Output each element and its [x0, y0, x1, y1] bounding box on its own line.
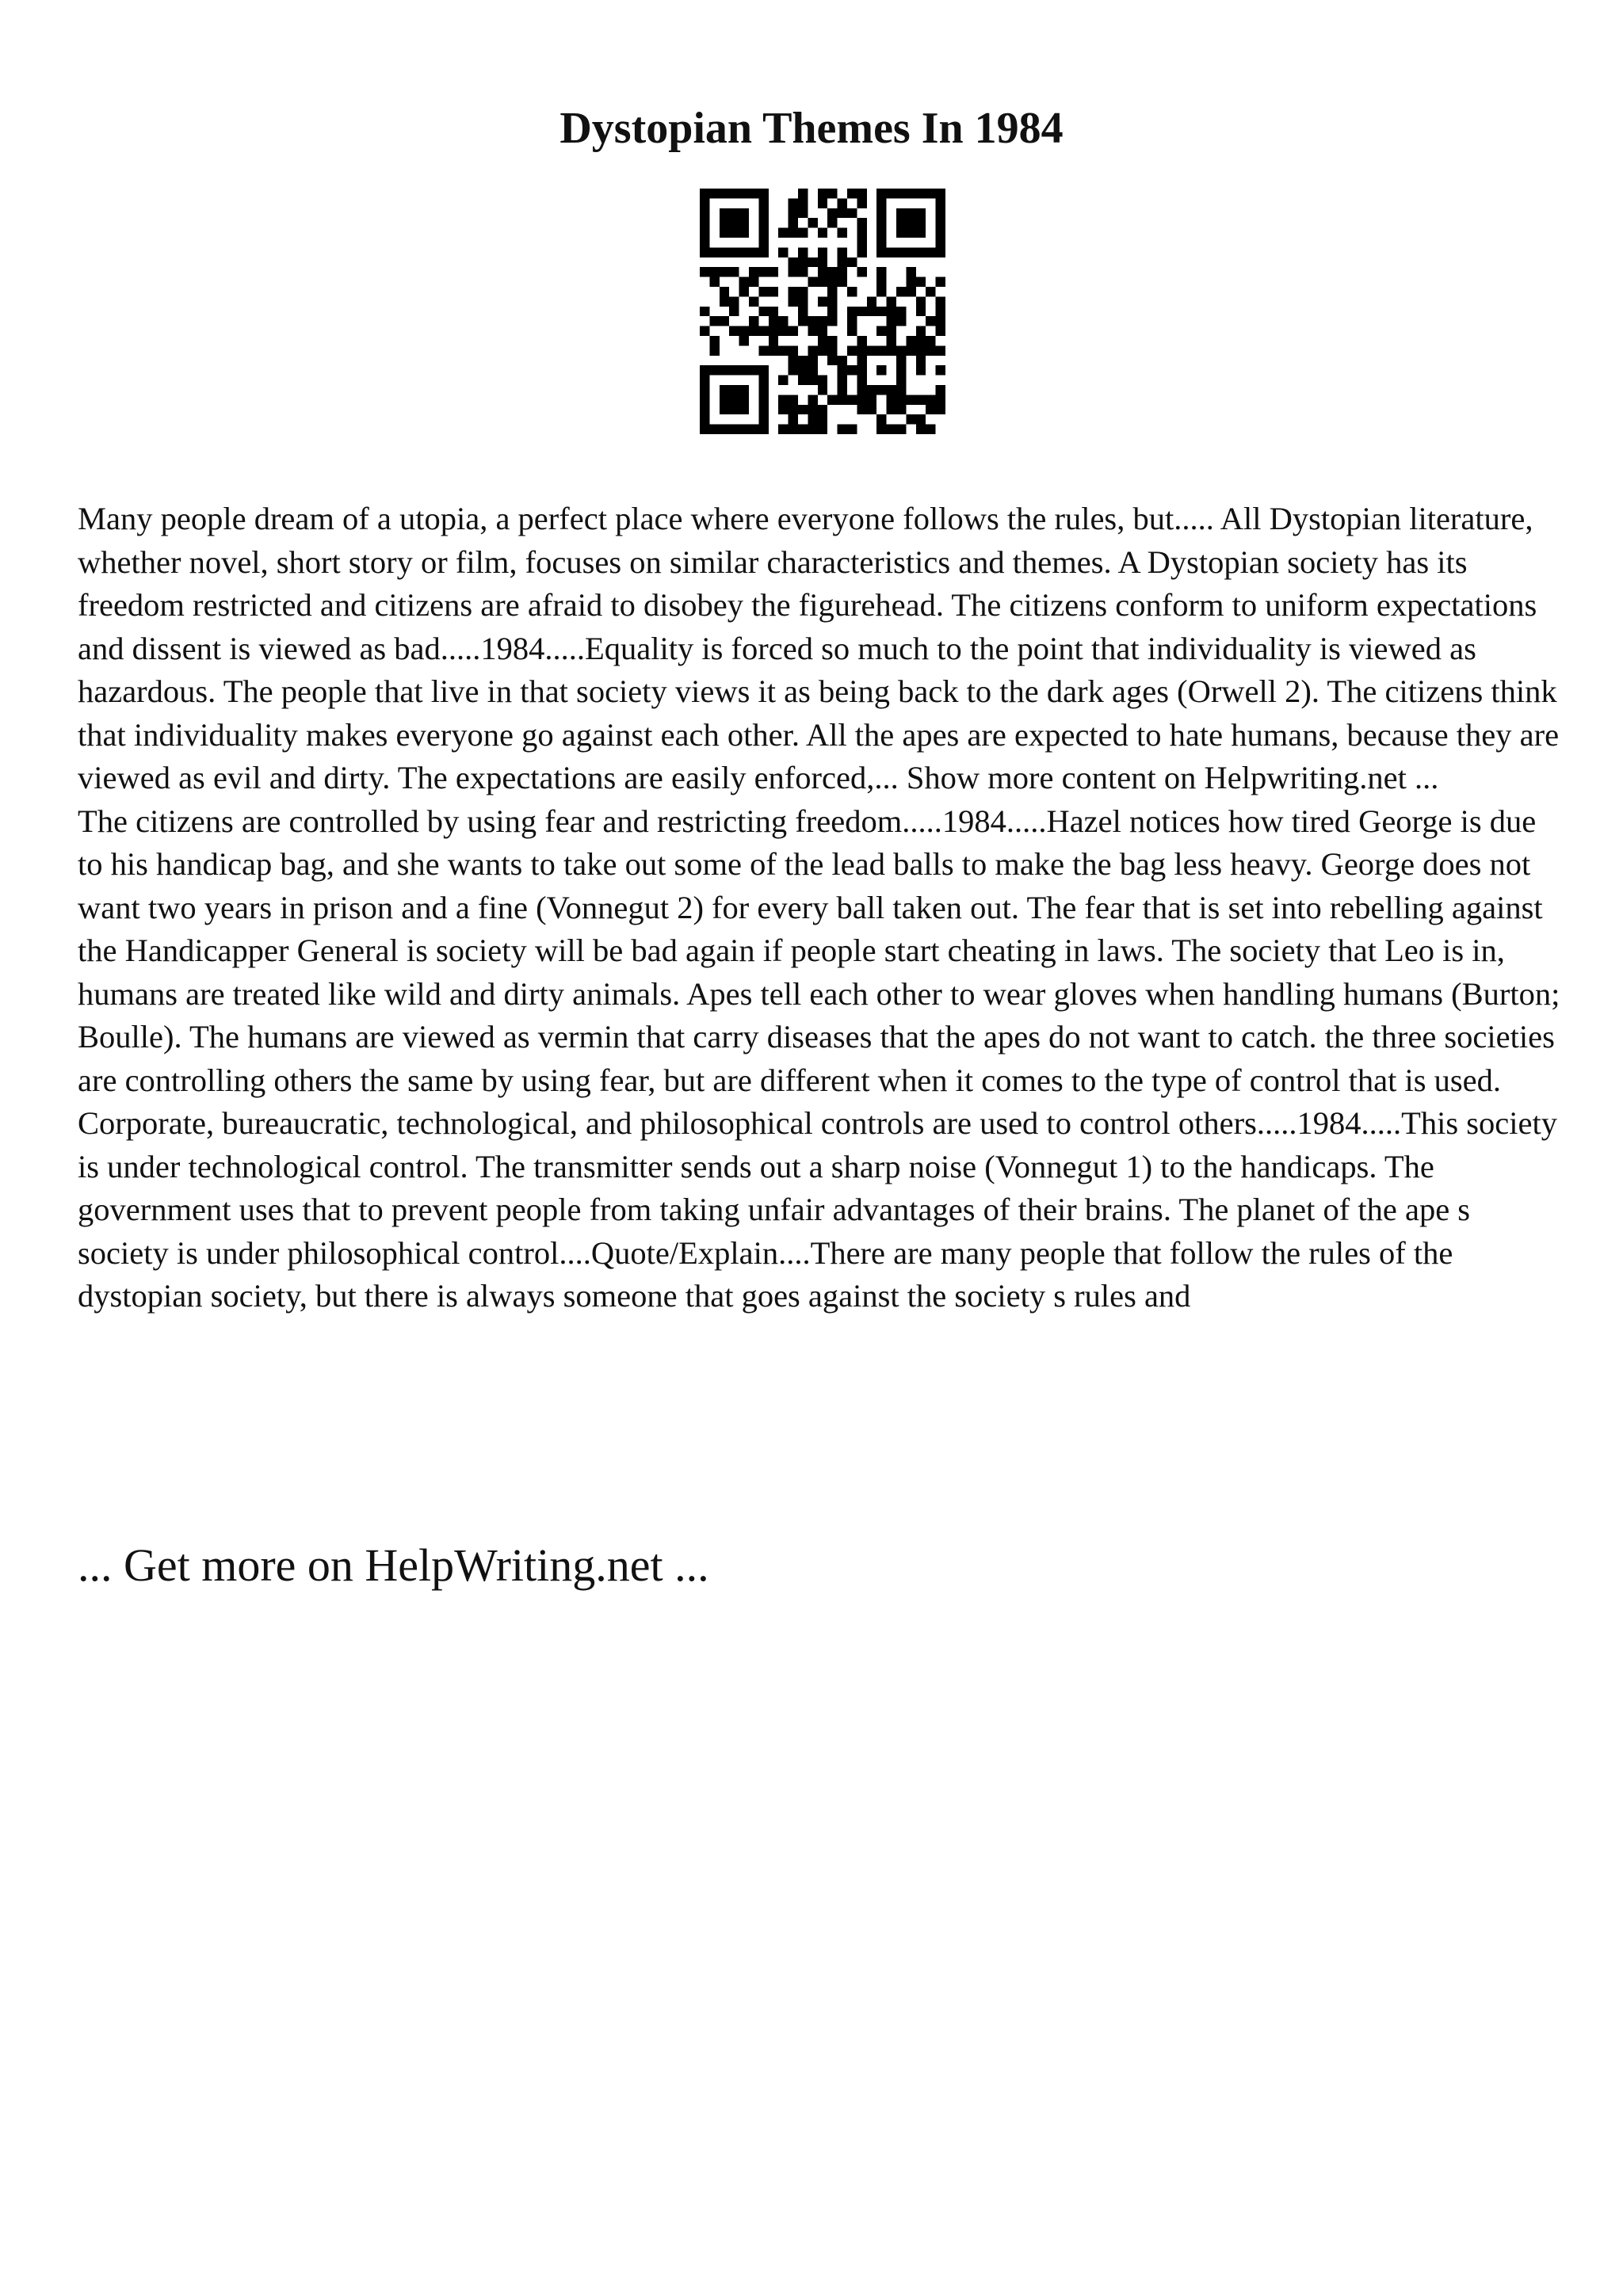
- qr-code-icon: [700, 189, 945, 434]
- get-more-link[interactable]: ... Get more on HelpWriting.net ...: [78, 1539, 709, 1591]
- document-body: [78, 498, 1568, 1318]
- paragraph-1: Many people dream of a utopia, a perfect place where everyone follows the rules, but..... All Dystopian literature, whether novel, short story or film, focuses on similar characteristics and themes. A Dystopian society has its freedom restricted and citizens are afraid to disobey the figurehead. The citizens conform to uniform expectations and dissent is viewed as bad.....1984.....Equality is forced so much to the point that individuality is viewed as hazardous. The people that live in that society views it as being back to the dark ages (Orwell 2). The citizens think that individuality makes everyone go against each other. All the apes are expected to hate humans, because they are viewed as evil and dirty. The expectations are easily enforced,... Show more content on Helpwriting.net ...: [78, 501, 1560, 795]
- document-title: Dystopian Themes In 1984: [559, 104, 1064, 153]
- paragraph-2: The citizens are controlled by using fear and restricting freedom.....1984.....Hazel notices how tired George is due to his handicap bag, and she wants to take out some of the lead balls to make the bag less heavy. George does not want two years in prison and a fine (Vonnegut 2) for every ball taken out. The fear that is set into rebelling against the Handicapper General is society will be bad again if people start cheating in laws. The society that Leo is in, humans are treated like wild and dirty animals. Apes tell each other to wear gloves when handling humans (Burton; Boulle). The humans are viewed as vermin that carry diseases that the apes do not want to catch. the three societies are controlling others the same by using fear, but are different when it comes to the type of control that is used. Corporate, bureaucratic, technological, and philosophical controls are used to control others.....1984.....This society is under technological control. The transmitter sends out a sharp noise (Vonnegut 1) to the handicaps. The government uses that to prevent people from taking unfair advantages of their brains. The planet of the ape s society is under philosophical control....Quote/Explain....There are many people that follow the rules of the dystopian society, but there is always someone that goes against the society s rules and: [78, 803, 1560, 1314]
